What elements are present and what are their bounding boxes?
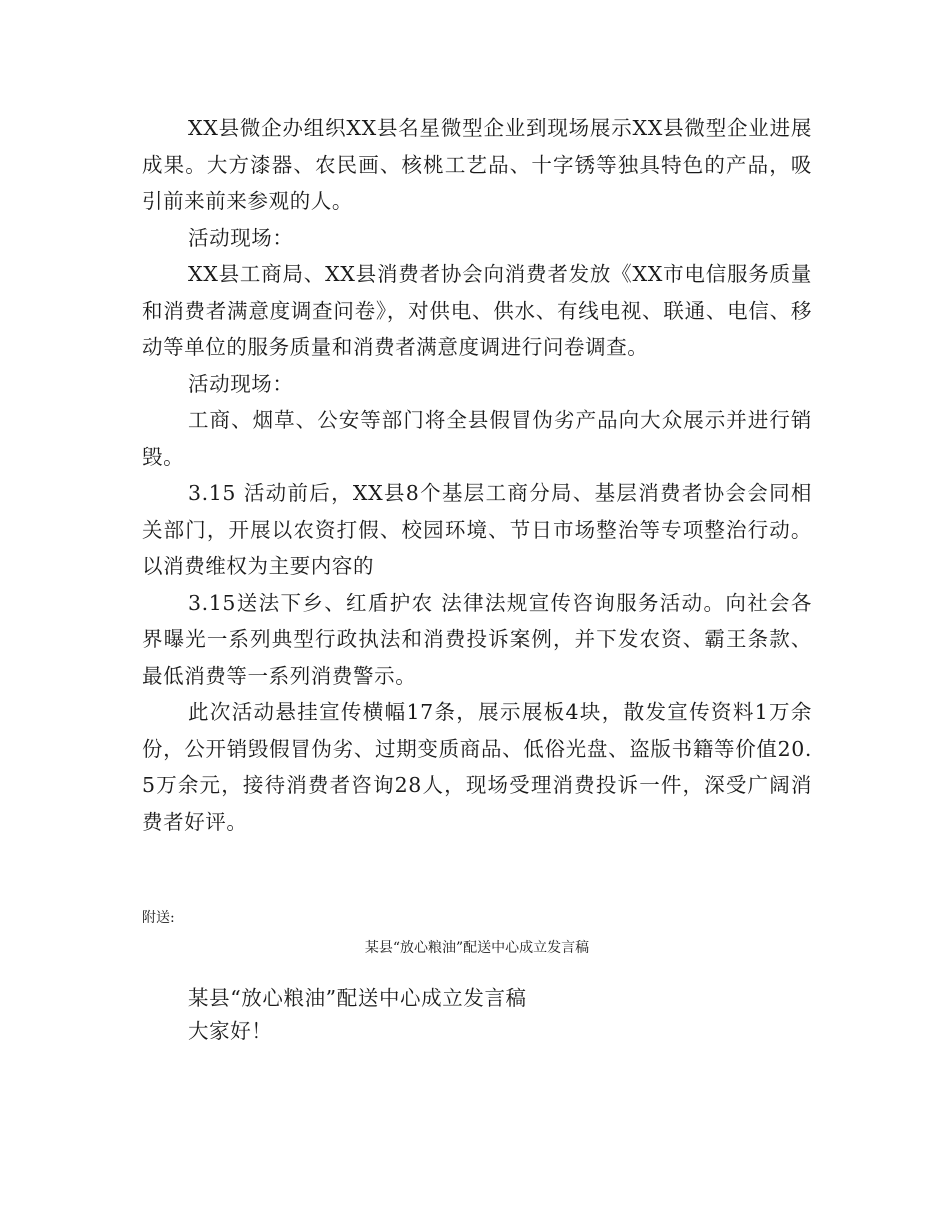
paragraph-survey: XX县工商局、XX县消费者协会向消费者发放《XX市电信服务质量和消费者满意度调查问卷》，对供电、供水、有线电视、联通、电信、移动等单位的服务质量和消费者满意度调进行问卷调查。 xyxy=(142,262,812,359)
paragraph-legal-outreach: 3.15送法下乡、红盾护农 法律法规宣传咨询服务活动。向社会各界曝光一系列典型行政执法和消费投诉案例，并下发农资、霸王条款、最低消费等一系列消费警示。 xyxy=(142,590,812,688)
paragraph-activity-site-1: 活动现场： xyxy=(188,225,294,250)
speech-section xyxy=(188,982,808,1048)
speech-greeting: 大家好！ xyxy=(188,1019,273,1043)
paragraph-activity-site-2: 活动现场： xyxy=(188,371,294,396)
paragraph-destruction: 工商、烟草、公安等部门将全县假冒伪劣产品向大众展示并进行销毁。 xyxy=(142,408,812,469)
paragraph-exhibition: XX县微企办组织XX县名星微型企业到现场展示XX县微型企业进展成果。大方漆器、农民画、核桃工艺品、十字锈等独具特色的产品，吸引前来前来参观的人。 xyxy=(142,116,812,213)
attachment-title: 某县“放心粮油”配送中心成立发言稿 xyxy=(364,940,590,956)
paragraph-summary: 此次活动悬挂宣传横幅17条，展示展板4块，散发宣传资料1万余份，公开销毁假冒伪劣、过期变质商品、低俗光盘、盗版书籍等价值20.5万余元，接待消费者咨询28人，现场受理消费投诉一件，深受广阔消费者好评。 xyxy=(142,700,812,834)
attachment-label: 附送: xyxy=(142,910,175,926)
paragraph-campaign: 3.15 活动前后，XX县8个基层工商分局、基层消费者协会会同相关部门，开展以农资打假、校园环境、节日市场整治等专项整治行动。以消费维权为主要内容的 xyxy=(142,481,812,578)
document-body xyxy=(142,110,812,840)
speech-title: 某县“放心粮油”配送中心成立发言稿 xyxy=(188,986,527,1010)
